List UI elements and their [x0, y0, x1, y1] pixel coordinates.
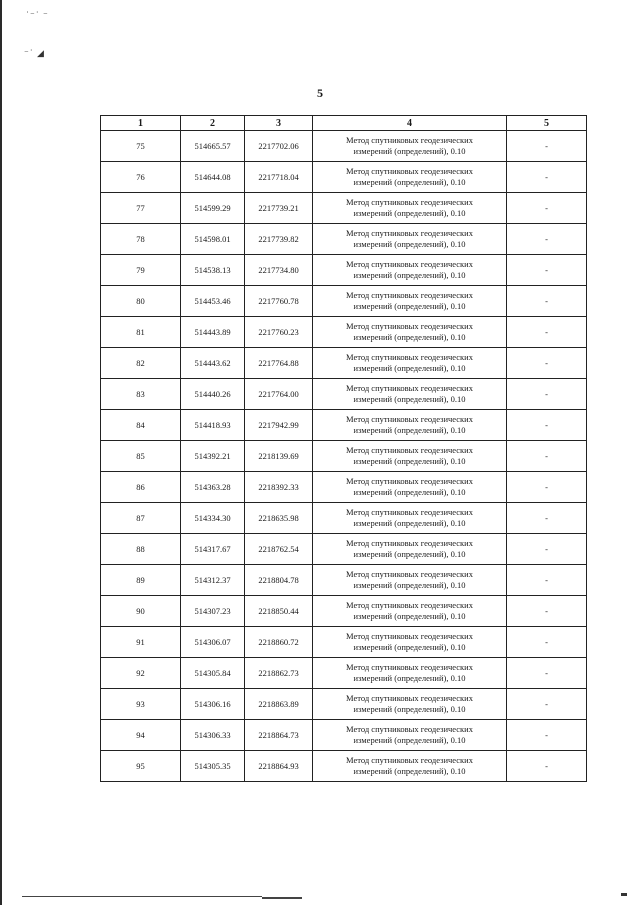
point-number-cell: 90: [101, 596, 181, 627]
y-coordinate-cell: 2217739.82: [245, 224, 313, 255]
method-line-1: Метод спутниковых геодезических: [346, 538, 473, 548]
column-5-cell: -: [507, 658, 587, 689]
method-line-1: Метод спутниковых геодезических: [346, 693, 473, 703]
y-coordinate-cell: 2218850.44: [245, 596, 313, 627]
column-5-cell: -: [507, 255, 587, 286]
column-5-cell: -: [507, 596, 587, 627]
method-cell: [313, 472, 507, 503]
table-row: [101, 534, 587, 565]
method-line-1: Метод спутниковых геодезических: [346, 290, 473, 300]
coordinates-table: [100, 115, 587, 782]
page-number: 5: [317, 86, 323, 100]
table-row: [101, 596, 587, 627]
point-number-cell: 80: [101, 286, 181, 317]
column-5-cell: -: [507, 348, 587, 379]
point-number-cell: 77: [101, 193, 181, 224]
point-number-cell: 79: [101, 255, 181, 286]
y-coordinate-cell: 2217739.21: [245, 193, 313, 224]
y-coordinate-cell: 2218862.73: [245, 658, 313, 689]
column-5-cell: -: [507, 441, 587, 472]
method-cell: [313, 689, 507, 720]
y-coordinate-cell: 2218392.33: [245, 472, 313, 503]
table-row: [101, 503, 587, 534]
method-cell: [313, 348, 507, 379]
method-line-2: измерений (определений), 0.10: [353, 766, 466, 776]
x-coordinate-cell: 514305.84: [181, 658, 245, 689]
column-5-cell: -: [507, 317, 587, 348]
x-coordinate-cell: 514538.13: [181, 255, 245, 286]
method-cell: [313, 379, 507, 410]
method-cell: [313, 534, 507, 565]
method-line-1: Метод спутниковых геодезических: [346, 662, 473, 672]
y-coordinate-cell: 2218762.54: [245, 534, 313, 565]
y-coordinate-cell: 2218864.93: [245, 751, 313, 782]
method-line-2: измерений (определений), 0.10: [353, 611, 466, 621]
method-cell: [313, 720, 507, 751]
method-cell: [313, 627, 507, 658]
method-cell: [313, 255, 507, 286]
column-5-cell: -: [507, 286, 587, 317]
table-header-row: [101, 116, 587, 131]
x-coordinate-cell: 514312.37: [181, 565, 245, 596]
method-line-1: Метод спутниковых геодезических: [346, 755, 473, 765]
method-line-2: измерений (определений), 0.10: [353, 301, 466, 311]
x-coordinate-cell: 514317.67: [181, 534, 245, 565]
point-number-cell: 86: [101, 472, 181, 503]
column-5-cell: -: [507, 131, 587, 162]
column-5-cell: -: [507, 410, 587, 441]
point-number-cell: 78: [101, 224, 181, 255]
method-cell: [313, 658, 507, 689]
table-row: [101, 751, 587, 782]
column-5-cell: -: [507, 379, 587, 410]
table-row: [101, 720, 587, 751]
table-row: [101, 472, 587, 503]
method-line-2: измерений (определений), 0.10: [353, 518, 466, 528]
method-line-2: измерений (определений), 0.10: [353, 146, 466, 156]
x-coordinate-cell: 514306.16: [181, 689, 245, 720]
column-5-cell: -: [507, 720, 587, 751]
column-header: 4: [313, 116, 507, 131]
x-coordinate-cell: 514392.21: [181, 441, 245, 472]
method-line-2: измерений (определений), 0.10: [353, 487, 466, 497]
footer-rule: [262, 897, 302, 899]
y-coordinate-cell: 2218139.69: [245, 441, 313, 472]
method-cell: [313, 162, 507, 193]
table-row: [101, 410, 587, 441]
table-row: [101, 348, 587, 379]
x-coordinate-cell: 514443.62: [181, 348, 245, 379]
scan-artifact-mark: ˙⁻˙ ⁻: [26, 10, 49, 20]
x-coordinate-cell: 514665.57: [181, 131, 245, 162]
scan-left-edge: [0, 0, 2, 905]
y-coordinate-cell: 2217942.99: [245, 410, 313, 441]
point-number-cell: 84: [101, 410, 181, 441]
table-body: [101, 131, 587, 782]
method-line-1: Метод спутниковых геодезических: [346, 507, 473, 517]
point-number-cell: 87: [101, 503, 181, 534]
method-line-2: измерений (определений), 0.10: [353, 363, 466, 373]
method-line-2: измерений (определений), 0.10: [353, 332, 466, 342]
y-coordinate-cell: 2217764.00: [245, 379, 313, 410]
x-coordinate-cell: 514453.46: [181, 286, 245, 317]
column-5-cell: -: [507, 224, 587, 255]
method-cell: [313, 193, 507, 224]
table-row: [101, 255, 587, 286]
x-coordinate-cell: 514363.28: [181, 472, 245, 503]
method-line-1: Метод спутниковых геодезических: [346, 414, 473, 424]
point-number-cell: 95: [101, 751, 181, 782]
method-line-2: измерений (определений), 0.10: [353, 673, 466, 683]
point-number-cell: 75: [101, 131, 181, 162]
column-5-cell: -: [507, 689, 587, 720]
table-row: [101, 627, 587, 658]
table-row: [101, 317, 587, 348]
y-coordinate-cell: 2218635.98: [245, 503, 313, 534]
y-coordinate-cell: 2217760.78: [245, 286, 313, 317]
method-line-1: Метод спутниковых геодезических: [346, 228, 473, 238]
footer-rule: [22, 896, 262, 897]
method-line-2: измерений (определений), 0.10: [353, 270, 466, 280]
point-number-cell: 91: [101, 627, 181, 658]
method-cell: [313, 596, 507, 627]
column-header: 3: [245, 116, 313, 131]
x-coordinate-cell: 514334.30: [181, 503, 245, 534]
method-cell: [313, 751, 507, 782]
y-coordinate-cell: 2218860.72: [245, 627, 313, 658]
x-coordinate-cell: 514599.29: [181, 193, 245, 224]
table-row: [101, 162, 587, 193]
method-line-1: Метод спутниковых геодезических: [346, 476, 473, 486]
x-coordinate-cell: 514306.33: [181, 720, 245, 751]
column-5-cell: -: [507, 162, 587, 193]
x-coordinate-cell: 514305.35: [181, 751, 245, 782]
method-cell: [313, 131, 507, 162]
point-number-cell: 82: [101, 348, 181, 379]
method-line-2: измерений (определений), 0.10: [353, 549, 466, 559]
table-row: [101, 658, 587, 689]
table-row: [101, 565, 587, 596]
method-line-1: Метод спутниковых геодезических: [346, 445, 473, 455]
scan-artifact-mark: [621, 893, 627, 896]
x-coordinate-cell: 514443.89: [181, 317, 245, 348]
point-number-cell: 76: [101, 162, 181, 193]
table-row: [101, 286, 587, 317]
table-row: [101, 689, 587, 720]
method-line-2: измерений (определений), 0.10: [353, 239, 466, 249]
method-line-1: Метод спутниковых геодезических: [346, 321, 473, 331]
method-line-1: Метод спутниковых геодезических: [346, 135, 473, 145]
y-coordinate-cell: 2218863.89: [245, 689, 313, 720]
method-line-1: Метод спутниковых геодезических: [346, 352, 473, 362]
method-line-1: Метод спутниковых геодезических: [346, 197, 473, 207]
method-cell: [313, 503, 507, 534]
method-cell: [313, 565, 507, 596]
method-line-2: измерений (определений), 0.10: [353, 177, 466, 187]
point-number-cell: 92: [101, 658, 181, 689]
x-coordinate-cell: 514307.23: [181, 596, 245, 627]
method-line-1: Метод спутниковых геодезических: [346, 724, 473, 734]
method-line-2: измерений (определений), 0.10: [353, 580, 466, 590]
method-line-1: Метод спутниковых геодезических: [346, 631, 473, 641]
x-coordinate-cell: 514598.01: [181, 224, 245, 255]
x-coordinate-cell: 514644.08: [181, 162, 245, 193]
point-number-cell: 88: [101, 534, 181, 565]
x-coordinate-cell: 514440.26: [181, 379, 245, 410]
table-row: [101, 379, 587, 410]
point-number-cell: 85: [101, 441, 181, 472]
column-5-cell: -: [507, 472, 587, 503]
column-header: 2: [181, 116, 245, 131]
method-cell: [313, 410, 507, 441]
method-line-1: Метод спутниковых геодезических: [346, 259, 473, 269]
y-coordinate-cell: 2217702.06: [245, 131, 313, 162]
scan-artifact-mark: ⁻˙ ◢: [24, 48, 45, 58]
method-line-1: Метод спутниковых геодезических: [346, 569, 473, 579]
y-coordinate-cell: 2218864.73: [245, 720, 313, 751]
method-line-2: измерений (определений), 0.10: [353, 704, 466, 714]
column-5-cell: -: [507, 503, 587, 534]
method-line-1: Метод спутниковых геодезических: [346, 600, 473, 610]
column-5-cell: -: [507, 534, 587, 565]
table-row: [101, 131, 587, 162]
y-coordinate-cell: 2218804.78: [245, 565, 313, 596]
method-line-2: измерений (определений), 0.10: [353, 642, 466, 652]
column-header: 5: [507, 116, 587, 131]
point-number-cell: 83: [101, 379, 181, 410]
y-coordinate-cell: 2217760.23: [245, 317, 313, 348]
table-row: [101, 441, 587, 472]
method-line-2: измерений (определений), 0.10: [353, 456, 466, 466]
method-line-2: измерений (определений), 0.10: [353, 425, 466, 435]
method-cell: [313, 224, 507, 255]
method-line-1: Метод спутниковых геодезических: [346, 383, 473, 393]
y-coordinate-cell: 2217734.80: [245, 255, 313, 286]
method-line-2: измерений (определений), 0.10: [353, 394, 466, 404]
point-number-cell: 94: [101, 720, 181, 751]
point-number-cell: 93: [101, 689, 181, 720]
method-cell: [313, 286, 507, 317]
method-line-2: измерений (определений), 0.10: [353, 208, 466, 218]
method-line-1: Метод спутниковых геодезических: [346, 166, 473, 176]
x-coordinate-cell: 514306.07: [181, 627, 245, 658]
column-5-cell: -: [507, 193, 587, 224]
method-line-2: измерений (определений), 0.10: [353, 735, 466, 745]
method-cell: [313, 317, 507, 348]
point-number-cell: 89: [101, 565, 181, 596]
point-number-cell: 81: [101, 317, 181, 348]
y-coordinate-cell: 2217718.04: [245, 162, 313, 193]
column-5-cell: -: [507, 565, 587, 596]
table-row: [101, 224, 587, 255]
y-coordinate-cell: 2217764.88: [245, 348, 313, 379]
method-cell: [313, 441, 507, 472]
x-coordinate-cell: 514418.93: [181, 410, 245, 441]
column-5-cell: -: [507, 627, 587, 658]
column-header: 1: [101, 116, 181, 131]
column-5-cell: -: [507, 751, 587, 782]
table-row: [101, 193, 587, 224]
